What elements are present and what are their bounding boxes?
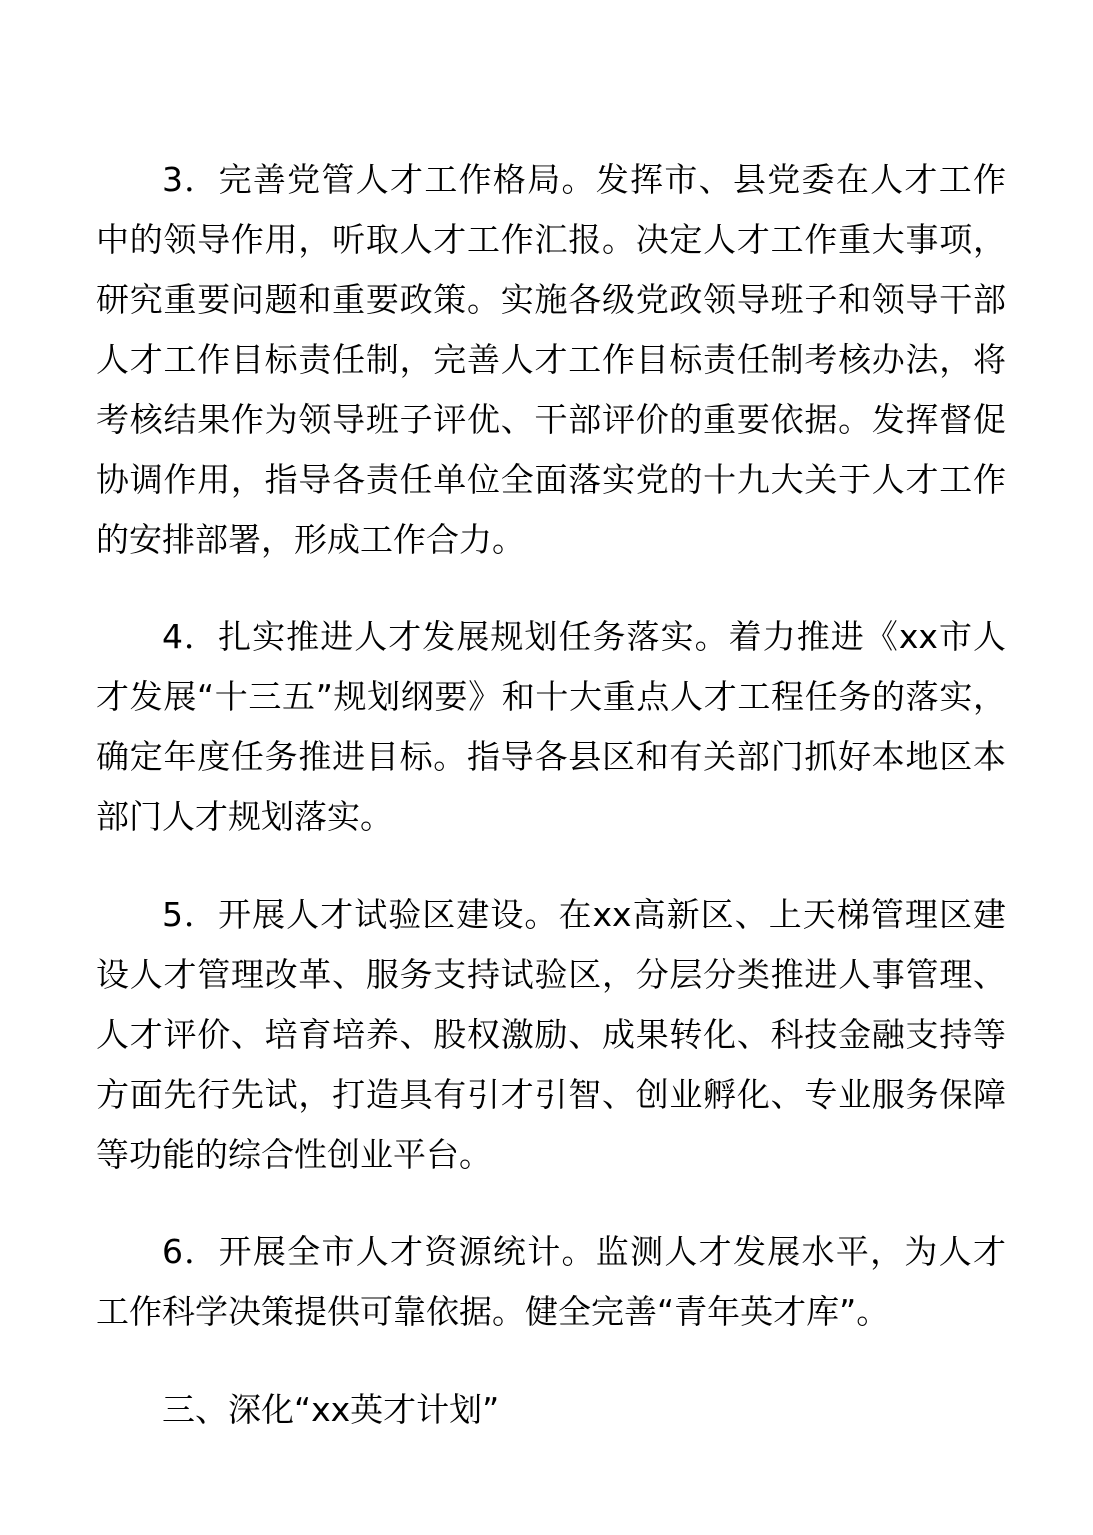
section-heading: 三、深化“xx英才计划” (162, 1390, 500, 1429)
paragraph-6: 6．开展全市人才资源统计。监测人才发展水平，为人才工作科学决策提供可靠依据。健全完善“青年英才库”。 (96, 1232, 1006, 1331)
paragraph-5: 5．开展人才试验区建设。在xx高新区、上天梯管理区建设人才管理改革、服务支持试验区，分层分类推进人事管理、人才评价、培育培养、股权激励、成果转化、科技金融支持等方面先行先试，打造具有引才引智、创业孵化、专业服务保障等功能的综合性创业平台。 (96, 895, 1006, 1174)
document-page (96, 150, 1006, 1440)
paragraph-4: 4．扎实推进人才发展规划任务落实。着力推进《xx市人才发展“十三五”规划纲要》和十大重点人才工程任务的落实，确定年度任务推进目标。指导各县区和有关部门抓好本地区本部门人才规划落实。 (96, 617, 1006, 836)
paragraph-3: 3．完善党管人才工作格局。发挥市、县党委在人才工作中的领导作用，听取人才工作汇报。决定人才工作重大事项，研究重要问题和重要政策。实施各级党政领导班子和领导干部人才工作目标责任制，完善人才工作目标责任制考核办法，将考核结果作为领导班子评优、干部评价的重要依据。发挥督促协调作用，指导各责任单位全面落实党的十九大关于人才工作的安排部署，形成工作合力。 (96, 160, 1006, 559)
